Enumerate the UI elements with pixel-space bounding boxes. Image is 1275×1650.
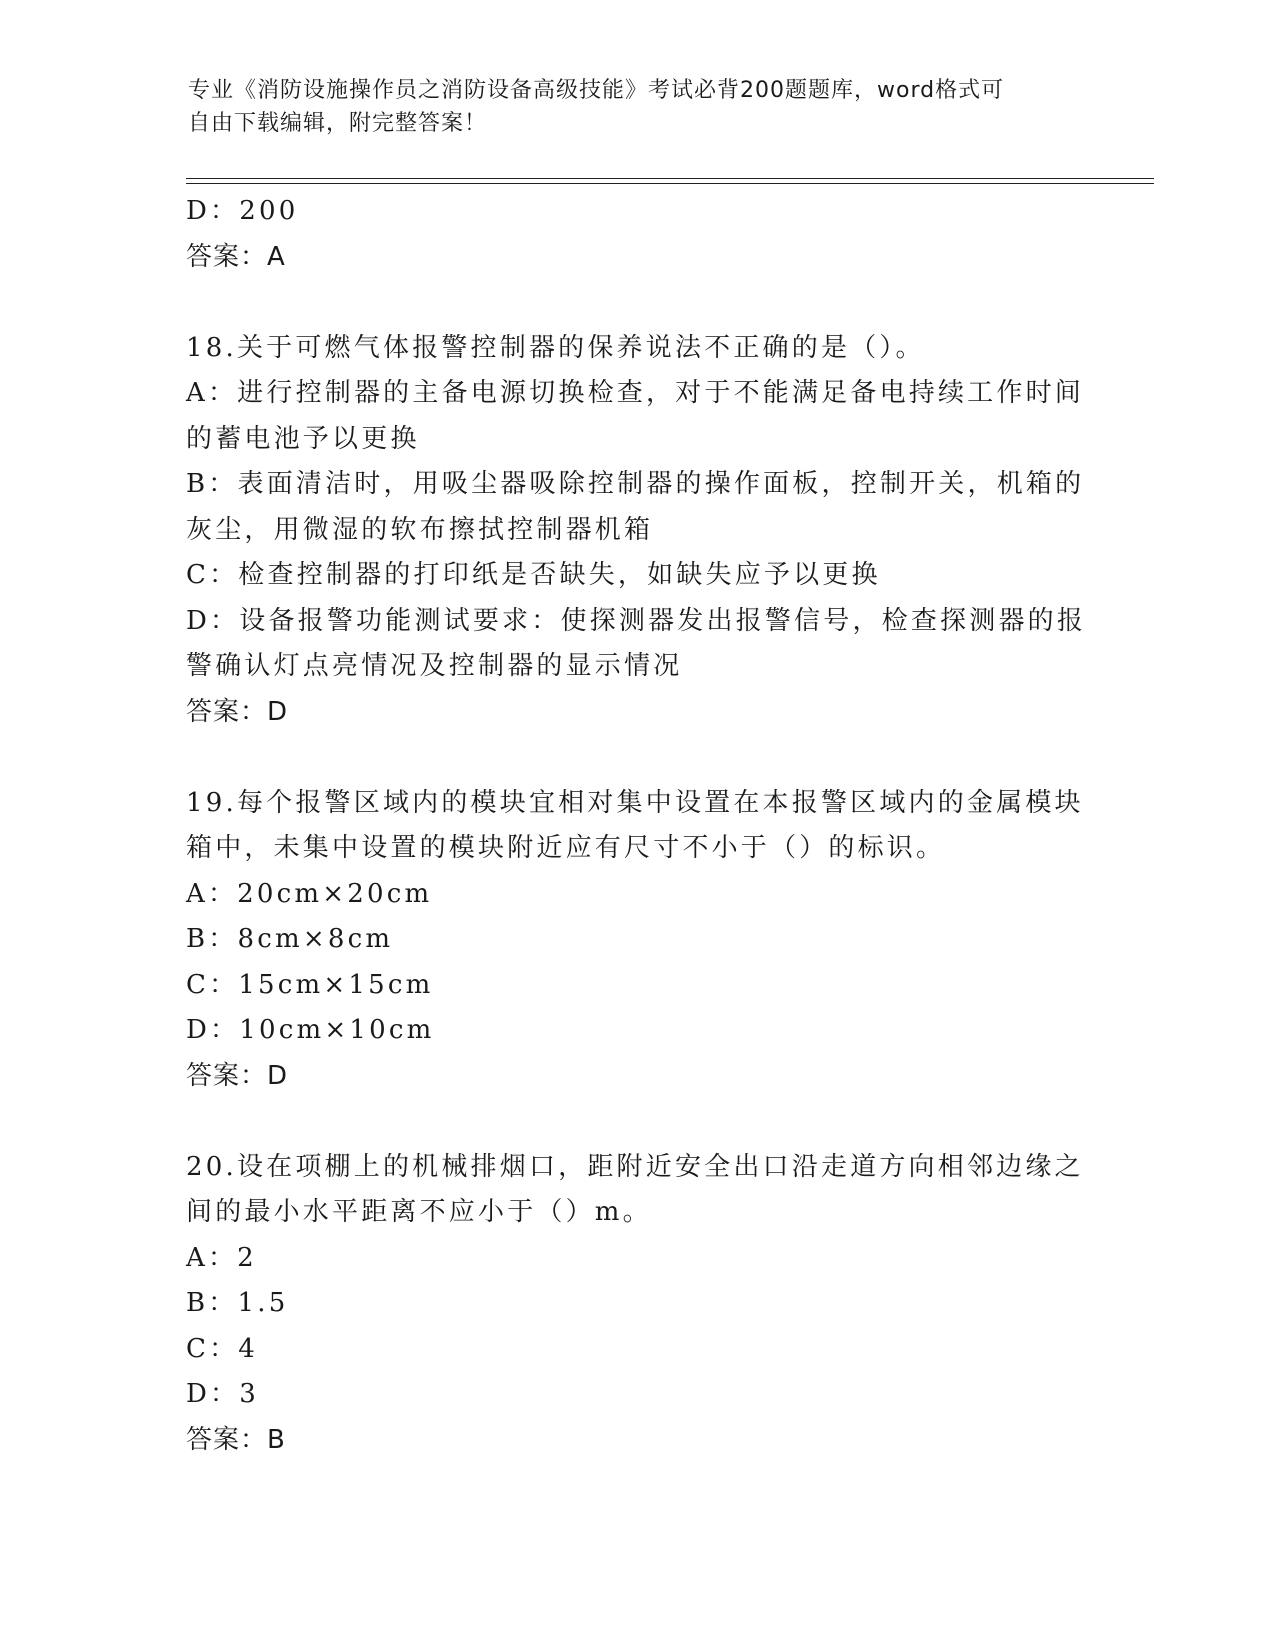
question-17-tail	[186, 189, 1076, 280]
question-20	[186, 1145, 1084, 1464]
answer: 答案：D	[186, 1060, 289, 1091]
question-18	[186, 326, 1087, 736]
header-line-2: 自由下载编辑，附完整答案！	[188, 111, 488, 136]
option-a-cont: 的蓄电池予以更换	[186, 423, 420, 454]
option-d: D：设备报警功能测试要求：使探测器发出报警信号，检查探测器的报	[186, 605, 1087, 636]
option-d: D：200	[186, 196, 299, 226]
answer: 答案：D	[186, 696, 289, 727]
option-c: C：检查控制器的打印纸是否缺失，如缺失应予以更换	[186, 560, 881, 590]
page-header	[188, 74, 1068, 140]
option-a: A：进行控制器的主备电源切换检查，对于不能满足备电持续工作时间	[186, 378, 1084, 408]
option-b: B：8cm×8cm	[186, 924, 394, 954]
question-stem: 19.每个报警区域内的模块宜相对集中设置在本报警区域内的金属模块	[186, 787, 1084, 818]
answer: 答案：A	[186, 241, 286, 272]
option-d: D：3	[186, 1379, 259, 1409]
document-body	[186, 189, 1087, 1463]
question-19	[186, 781, 1084, 1100]
option-d: D：10cm×10cm	[186, 1015, 435, 1045]
header-divider-bottom	[186, 183, 1154, 184]
question-stem: 18.关于可燃气体报警控制器的保养说法不正确的是（）。	[186, 332, 925, 363]
spacer	[186, 735, 1076, 781]
question-stem-cont: 间的最小水平距离不应小于（）m。	[186, 1197, 652, 1227]
option-a: A：20cm×20cm	[186, 878, 433, 909]
question-stem: 20.设在项棚上的机械排烟口，距附近安全出口沿走道方向相邻边缘之	[186, 1151, 1084, 1182]
spacer	[186, 280, 1076, 326]
option-b: B：1.5	[186, 1288, 289, 1318]
answer: 答案：B	[186, 1424, 286, 1455]
option-b-cont: 灰尘，用微湿的软布擦拭控制器机箱	[186, 514, 654, 545]
header-divider-top	[186, 178, 1154, 179]
option-b: B：表面清洁时，用吸尘器吸除控制器的操作面板，控制开关，机箱的	[186, 469, 1085, 499]
option-d-cont: 警确认灯点亮情况及控制器的显示情况	[186, 651, 683, 681]
header-line-1: 专业《消防设施操作员之消防设备高级技能》考试必背200题题库，word格式可	[188, 78, 1005, 103]
option-c: C：15cm×15cm	[186, 969, 434, 1000]
spacer	[186, 1099, 1076, 1145]
option-c: C：4	[186, 1333, 259, 1364]
option-a: A：2	[186, 1242, 257, 1273]
question-stem-cont: 箱中，未集中设置的模块附近应有尺寸不小于（）的标识。	[186, 833, 946, 863]
